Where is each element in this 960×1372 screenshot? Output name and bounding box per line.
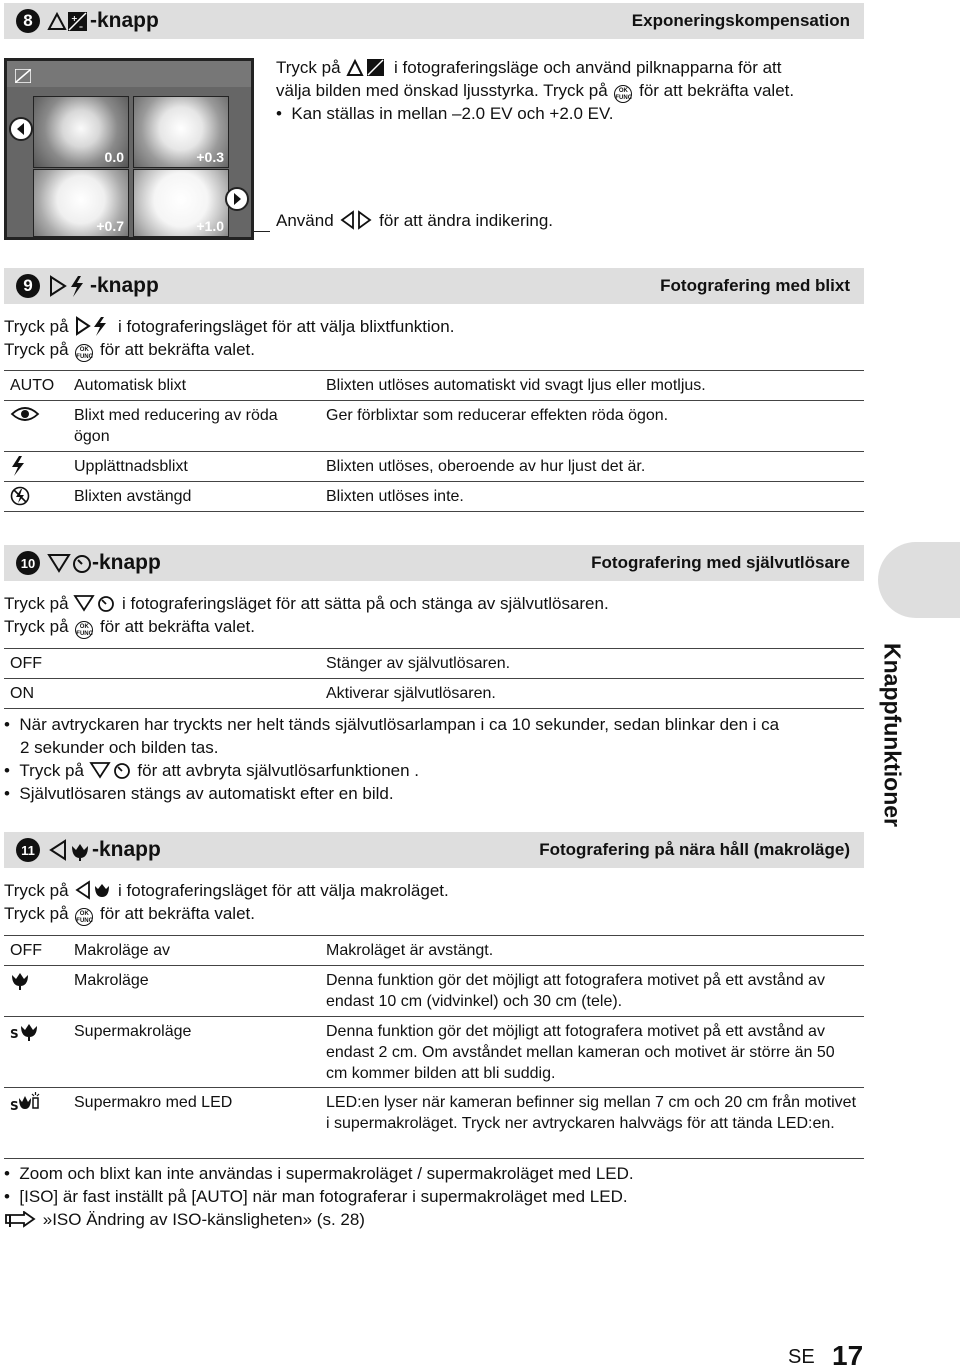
- bullet-item: • När avtryckaren har tryckts ner helt tänds självutlösarlampan i ca 10 sekunder, sedan blinkar den i ca: [4, 715, 780, 734]
- left-arrow-icon: [9, 117, 33, 141]
- cross-reference[interactable]: »ISO Ändring av ISO-känsligheten» (s. 28): [4, 1208, 365, 1231]
- left-right-arrows-icon: [338, 210, 374, 230]
- paragraph: Tryck på i fotograferingsläget för att välja makroläget.: [4, 881, 449, 900]
- right-arrow-icon: [225, 187, 249, 211]
- exposure-icon: [15, 69, 31, 83]
- flash-off-icon: [10, 486, 30, 506]
- right-flash-icon: [46, 274, 90, 298]
- exposure-lcd-screen: [4, 58, 254, 240]
- table-row: Upplättnadsblixt Blixten utlöses, oberoende av hur ljust det är.: [4, 452, 864, 482]
- section-number: 8: [16, 9, 40, 33]
- ok-func-button-icon: OK FUNC: [75, 621, 93, 639]
- down-selftimer-icon: [89, 760, 133, 780]
- bullet-item: • Tryck på för att avbryta självutlösarfunktionen .: [4, 761, 420, 780]
- preview-thumbnail: +1.0: [133, 169, 229, 237]
- section-number: 11: [16, 838, 40, 862]
- table-row: Blixt med reducering av röda ögon Ger förblixtar som reducerar effekten röda ögon.: [4, 401, 864, 452]
- preview-thumbnail: +0.7: [33, 169, 129, 237]
- footer-language: SE: [788, 1346, 815, 1368]
- svg-text:+: +: [71, 14, 78, 23]
- paragraph: Tryck på i fotograferingsläget för att sätta på och stänga av självutlösaren.: [4, 594, 609, 613]
- paragraph: välja bilden med önskad ljusstyrka. Tryck på OK FUNC för att bekräfta valet.: [276, 81, 795, 101]
- section-title: -knapp: [46, 551, 161, 575]
- paragraph: Tryck på OK FUNC för att bekräfta valet.: [4, 617, 255, 637]
- super-macro-icon: [10, 1021, 40, 1041]
- down-selftimer-icon: [46, 551, 92, 575]
- paragraph: Tryck på i fotograferingsläge och använd pilknapparna för att: [276, 58, 782, 77]
- bullet-item: • Zoom och blixt kan inte användas i supermakroläget / supermakroläget med LED.: [4, 1164, 634, 1183]
- down-selftimer-icon: [73, 593, 117, 613]
- section-9-header: [4, 268, 864, 304]
- table-row: Blixten avstängd Blixten utlöses inte.: [4, 482, 864, 512]
- fill-flash-icon: [10, 456, 26, 476]
- section-10-header: [4, 545, 864, 581]
- section-subtitle: Fotografering på nära håll (makroläge): [539, 840, 850, 859]
- section-subtitle: Exponeringskompensation: [631, 11, 850, 30]
- super-macro-led-icon: [10, 1092, 40, 1114]
- svg-text:–: –: [79, 22, 83, 31]
- right-flash-icon: [73, 316, 113, 336]
- up-exposure-icon: [345, 57, 389, 77]
- section-8-header: [4, 3, 864, 39]
- paragraph: Tryck på OK FUNC för att bekräfta valet.: [4, 340, 255, 360]
- red-eye-icon: [10, 405, 40, 423]
- section-11-header: [4, 832, 864, 868]
- table-row: S Supermakroläge Denna funktion gör det möjligt att fotografera motivet på ett avstånd av endast 2 cm. Om avståndet mellan kameran och motivet är större än 50 cm kommer bilden att bli suddig.: [4, 1017, 864, 1088]
- svg-text:S: S: [10, 1027, 19, 1041]
- up-exposure-icon: [46, 9, 90, 33]
- left-macro-icon: [73, 880, 113, 900]
- section-number: 9: [16, 274, 40, 298]
- preview-thumbnail: +0.3: [133, 96, 229, 168]
- paragraph: Tryck på OK FUNC för att bekräfta valet.: [4, 904, 255, 924]
- svg-text:S: S: [10, 1099, 19, 1113]
- section-title: + – -knapp: [46, 9, 159, 33]
- reference-pointer-icon: [4, 1211, 38, 1229]
- left-macro-icon: [46, 838, 92, 862]
- table-row: OFF Makroläge av Makroläget är avstängt.: [4, 936, 864, 966]
- side-tab-label: Knappfunktioner: [879, 643, 906, 827]
- table-row: OFF Stänger av självutlösaren.: [4, 649, 864, 679]
- ok-func-button-icon: OK FUNC: [75, 344, 93, 362]
- section-title: -knapp: [46, 274, 159, 298]
- paragraph: Tryck på i fotograferingsläget för att välja blixtfunktion.: [4, 317, 455, 336]
- macro-icon: [10, 970, 30, 990]
- paragraph: Använd för att ändra indikering.: [276, 211, 554, 230]
- table-row: ON Aktiverar självutlösaren.: [4, 679, 864, 709]
- ok-func-button-icon: OK FUNC: [614, 85, 632, 103]
- table-row: AUTO Automatisk blixt Blixten utlöses automatiskt vid svagt ljus eller motljus.: [4, 371, 864, 401]
- table-row: S Supermakro med LED LED:en lyser när kameran befinner sig mellan 7 cm och 20 cm från motivet i supermakroläget. Tryck ner avtryckaren halvvägs för att tända LED:en.: [4, 1088, 864, 1159]
- table-row: Makroläge Denna funktion gör det möjligt att fotografera motivet på ett avstånd av endast 10 cm (vidvinkel) och 30 cm (tele).: [4, 966, 864, 1017]
- section-subtitle: Fotografering med blixt: [660, 276, 850, 295]
- section-number: 10: [16, 551, 40, 575]
- bullet-item: • [ISO] är fast inställt på [AUTO] när man fotograferar i supermakroläget med LED.: [4, 1187, 628, 1206]
- bullet-item: • Självutlösaren stängs av automatiskt efter en bild.: [4, 784, 394, 803]
- bullet-item-continued: 2 sekunder och bilden tas.: [20, 738, 219, 757]
- section-subtitle: Fotografering med självutlösare: [591, 553, 850, 572]
- callout-line: [254, 231, 270, 232]
- section-title: -knapp: [46, 838, 161, 862]
- ok-func-button-icon: OK FUNC: [75, 908, 93, 926]
- bullet-item: • Kan ställas in mellan –2.0 EV och +2.0 EV.: [276, 104, 614, 123]
- page-number: 17: [832, 1340, 864, 1371]
- preview-thumbnail: 0.0: [33, 96, 129, 168]
- side-tab: [878, 542, 960, 618]
